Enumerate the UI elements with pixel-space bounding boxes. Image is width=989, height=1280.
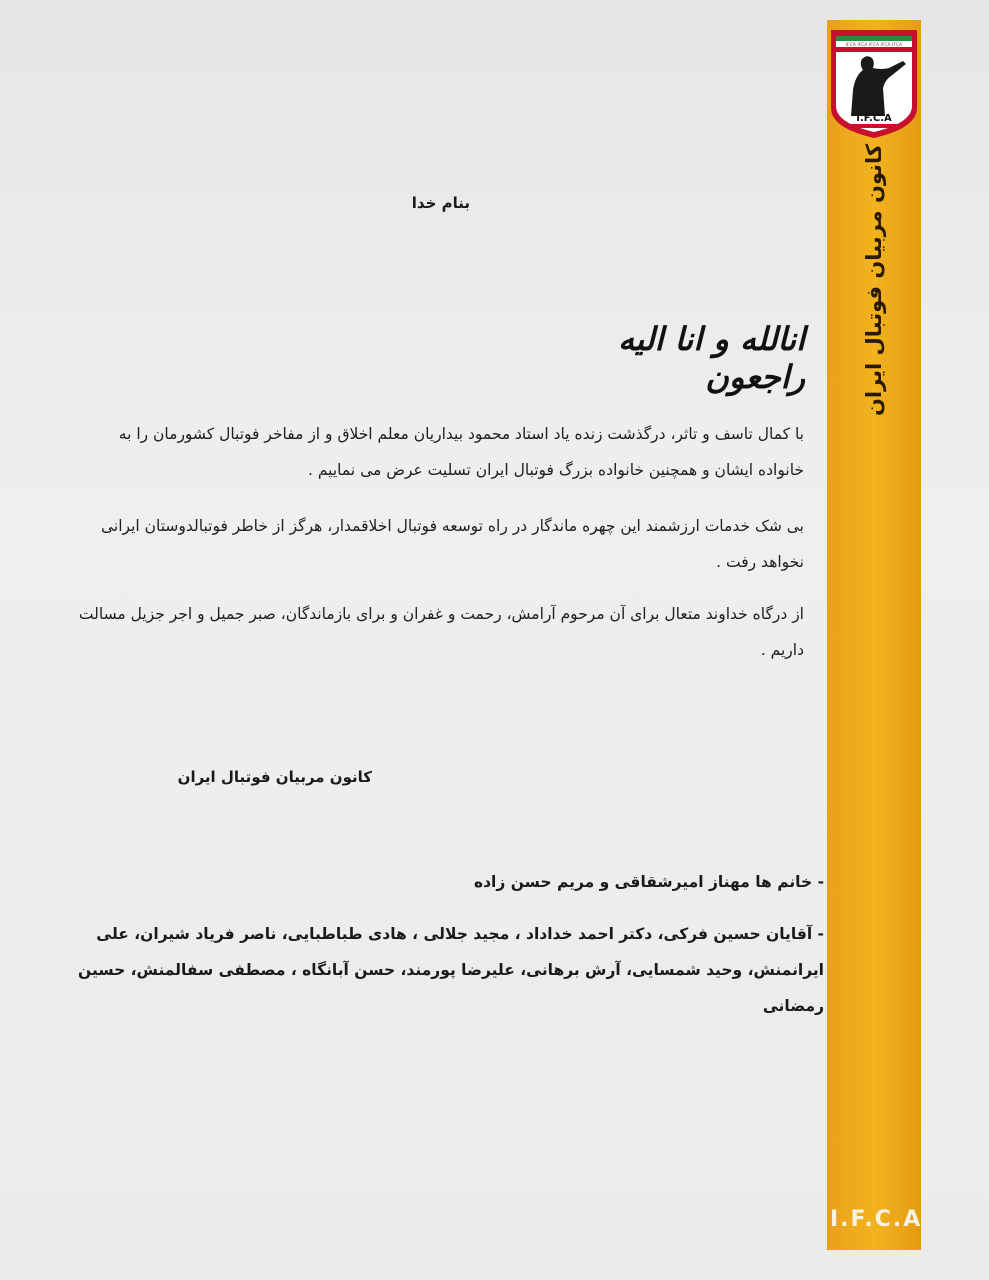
condolence-calligraphy: انالله و انا الیه راجعون <box>618 320 805 396</box>
body-paragraph-3: از درگاه خداوند متعال برای آن مرحوم آرامش، رحمت و غفران و برای بازماندگان، صبر جمیل و اجر جزیل مسالت داریم . <box>78 605 804 659</box>
body-paragraph-2: بی شک خدمات ارزشمند این چهره ماندگار در راه توسعه فوتبال اخلاقمدار، هرگز از خاطر فوتبالدوستان ایرانی نخواهد رفت . <box>100 517 804 571</box>
names-list-women: - خانم ها مهناز امیرشقاقی و مریم حسن زاده <box>473 873 824 891</box>
organization-vertical-title: کانون مربیان فوتبال ایران <box>862 143 886 417</box>
logo-acronym-text: I.F.C.A <box>856 113 892 124</box>
ifca-logo-shield-icon <box>829 28 919 140</box>
body-paragraph-1: با کمال تاسف و تاثر، درگذشت زنده یاد استاد محمود بیداریان معلم اخلاق و از مفاخر فوتبال کشورمان را به خانواده ایشان و همچنین خانواده بزرگ فوتبال ایران تسلیت عرض می نماییم . <box>118 425 804 479</box>
basmala-heading: بنام خدا <box>411 194 470 212</box>
names-list-men: - آقایان حسین فرکی، دکتر احمد خداداد ، مجید جلالی ، هادی طباطبایی، ناصر فریاد شیران، علی ایرانمنش، وحید شمسایی، آرش برهانی، علیرضا پورمند، حسن آبانگاه ، مصطفی سفالمنش، حسین رمضانی <box>78 925 824 1015</box>
organization-vertical-title-wrap <box>830 143 918 417</box>
signature-organization: کانون مربیان فوتبال ایران <box>177 768 372 786</box>
logo-band-text: IFCA IFCA IFCA IFCA IFCA <box>845 43 903 48</box>
letterhead-footer-acronym: I.F.C.A <box>830 1207 923 1232</box>
